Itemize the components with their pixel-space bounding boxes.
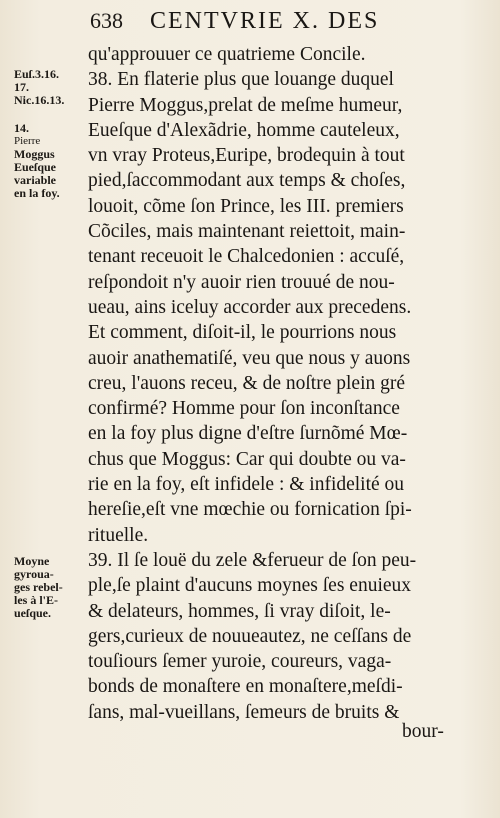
catchword: bour- bbox=[402, 721, 444, 742]
margin-note-line: variable bbox=[14, 173, 56, 187]
text-line: Et comment, diſoit-il, le pourrions nous bbox=[88, 322, 397, 344]
margin-note-line: Pierre bbox=[14, 135, 41, 147]
margin-note-line: ueſque. bbox=[14, 606, 52, 620]
text-line: pied,ſaccommodant aux temps & choſes, bbox=[88, 170, 406, 192]
text-line: vn vray Proteus,Euripe, brodequin à tout bbox=[88, 145, 405, 167]
text-line: bonds de monaſtere en monaſtere,meſdi- bbox=[88, 676, 403, 698]
text-line: chus que Moggus: Car qui doubte ou va- bbox=[88, 448, 406, 470]
text-line: Eueſque d'Alexãdrie, homme cauteleux, bbox=[88, 119, 400, 141]
margin-ref-line: Nic.16.13. bbox=[14, 93, 65, 107]
text-line: touſiours ſemer yuroie, coureurs, vaga- bbox=[88, 651, 392, 673]
text-line: ueau, ains iceluy accorder aux precedens. bbox=[88, 296, 412, 318]
text-line: creu, l'auons receu, & de noſtre plein gré bbox=[88, 372, 406, 394]
margin-note-moyne bbox=[14, 555, 84, 620]
text-line: ple,ſe plaint d'aucuns moynes ſes enuieux bbox=[88, 575, 412, 597]
text-line: qu'approuuer ce quatrieme Concile. bbox=[88, 44, 366, 65]
margin-note-line: en la foy. bbox=[14, 186, 60, 200]
text-line: 39. Il ſe louë du zele &ferueur de ſon peu- bbox=[88, 549, 417, 571]
running-title: CENTVRIE X. DES bbox=[150, 8, 380, 34]
margin-note-line: les à l'E- bbox=[14, 593, 58, 607]
margin-note-line: Moggus bbox=[14, 147, 55, 161]
text-line: en la foy plus digne d'eſtre ſurnõmé Mœ- bbox=[88, 423, 408, 445]
margin-ref-line: 17. bbox=[14, 80, 29, 94]
text-line: reſpondoit n'y auoir rien trouué de nou- bbox=[88, 271, 395, 293]
text-line: Pierre Moggus,prelat de meſme humeur, bbox=[88, 94, 403, 116]
margin-note-line: Moyne bbox=[14, 554, 50, 568]
text-line: hereſie,eſt vne mœchie ou fornication ſpi- bbox=[88, 499, 412, 521]
text-line: louoit, cõme ſon Prince, les III. premiers bbox=[88, 195, 404, 217]
margin-ref-line: Euſ.3.16. bbox=[14, 67, 60, 81]
text-line: tenant receuoit le Chalcedonien : accuſé, bbox=[88, 246, 405, 268]
margin-note-line: Eueſque bbox=[14, 160, 57, 174]
text-line: auoir anathematiſé, veu que nous y auons bbox=[88, 347, 411, 369]
margin-note-pierre-moggus bbox=[14, 122, 84, 200]
text-line: gers,curieux de nouueautez, ne ceſſans de bbox=[88, 625, 412, 647]
margin-note-line: gyroua- bbox=[14, 567, 54, 581]
text-line: & delateurs, hommes, ſi vray diſoit, le- bbox=[88, 600, 391, 622]
body-text bbox=[88, 42, 448, 725]
text-line: confirmé? Homme pour ſon inconſtance bbox=[88, 398, 400, 420]
text-line: Cõciles, mais maintenant reiettoit, main- bbox=[88, 221, 406, 243]
text-line: 38. En flaterie plus que louange duquel bbox=[88, 69, 394, 91]
text-line: rie en la foy, eſt infidele : & infidelité ou bbox=[88, 474, 405, 496]
margin-note-line: 14. bbox=[14, 121, 29, 135]
page-header bbox=[90, 8, 480, 38]
page-number: 638 bbox=[90, 8, 123, 33]
margin-reference-nicephorus bbox=[14, 94, 84, 107]
text-line: ſans, mal-vueillans, ſemeurs de bruits & bbox=[88, 701, 400, 723]
margin-note-line: ges rebel- bbox=[14, 580, 63, 594]
text-line: rituelle. bbox=[88, 524, 149, 546]
margin-reference-eusebius bbox=[14, 68, 84, 94]
